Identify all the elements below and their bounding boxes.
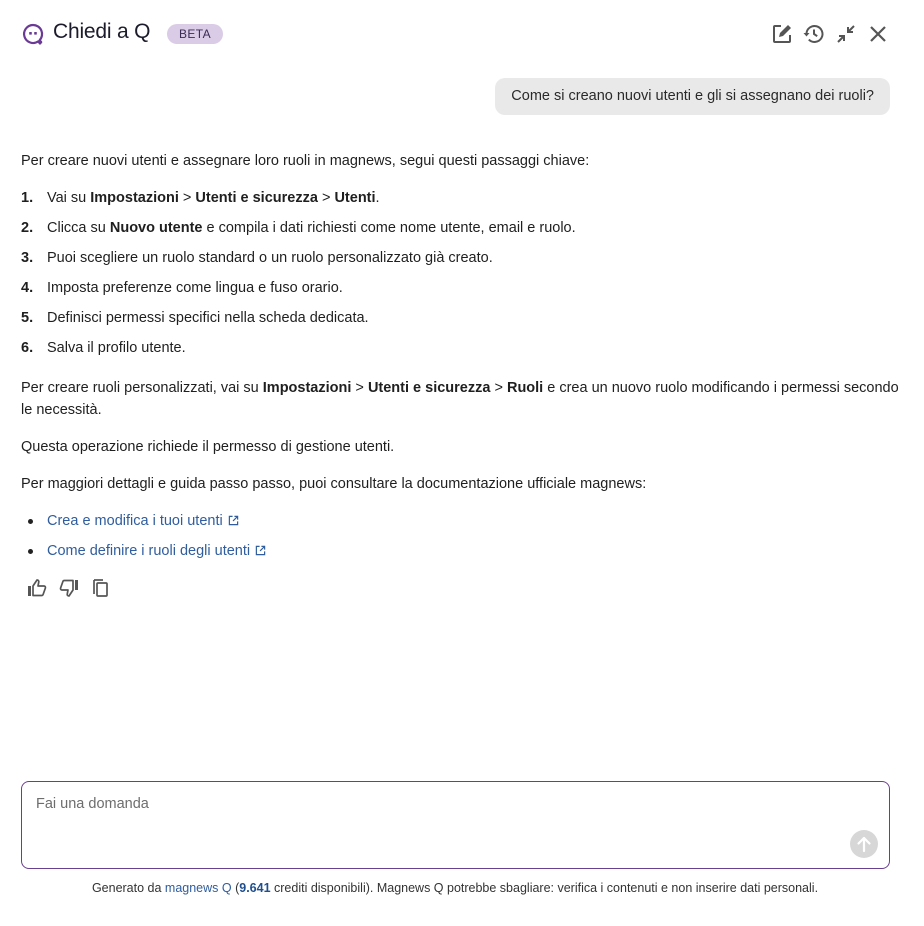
footer-suffix: crediti disponibili). Magnews Q potrebbe sbagliare: verifica i contenuti e non inserire dati personali.	[270, 881, 819, 895]
step-number: 1.	[21, 190, 34, 206]
send-button[interactable]	[850, 830, 878, 858]
bold-text: Ruoli	[506, 380, 544, 396]
bullet	[28, 519, 33, 524]
step-item	[21, 277, 901, 307]
external-link-icon	[255, 545, 266, 556]
panel-title: Chiedi a Q	[53, 20, 151, 43]
panel-header	[0, 0, 924, 68]
step-number: 3.	[21, 250, 34, 266]
text: >	[178, 190, 196, 206]
docs-link-item	[21, 540, 901, 570]
text: >	[351, 380, 368, 396]
footer-paren: (	[231, 881, 240, 895]
text: Salva il profilo utente.	[47, 340, 186, 356]
copy-icon[interactable]	[90, 577, 112, 599]
bold-text: Utenti e sicurezza	[195, 190, 318, 206]
text: >	[490, 380, 507, 396]
text: e crea un nuovo ruolo modificando i permessi secondo le necessità.	[21, 380, 899, 418]
text: >	[317, 190, 335, 206]
text: e compila i dati richiesti come nome utente, email e ruolo.	[202, 220, 576, 236]
composer	[21, 781, 890, 869]
chat-bubble-icon	[21, 22, 45, 46]
step-item	[21, 307, 901, 337]
question-input[interactable]	[36, 796, 826, 856]
text: Clicca su	[47, 220, 110, 236]
disclaimer-footer	[0, 881, 910, 895]
minimize-icon[interactable]	[834, 22, 858, 46]
permission-note: Questa operazione richiede il permesso di gestione utenti.	[21, 439, 395, 455]
brand-link[interactable]: magnews Q	[164, 881, 232, 895]
footer-prefix: Generato da	[91, 881, 165, 895]
roles-paragraph	[21, 377, 901, 421]
bullet	[28, 549, 33, 554]
bold-text: Impostazioni	[90, 190, 179, 206]
link-label[interactable]: Come definire i ruoli degli utenti	[47, 543, 251, 559]
text: Per creare ruoli personalizzati, vai su	[21, 380, 263, 396]
step-number: 5.	[21, 310, 34, 326]
step-item	[21, 247, 901, 277]
bold-text: Utenti	[334, 190, 376, 206]
answer-intro: Per creare nuovi utenti e assegnare loro ruoli in magnews, segui questi passaggi chiave:	[21, 153, 590, 169]
docs-links	[21, 510, 901, 570]
steps-list	[21, 187, 901, 367]
history-icon[interactable]	[802, 22, 826, 46]
close-icon[interactable]	[866, 22, 890, 46]
thumbs-up-icon[interactable]	[26, 577, 48, 599]
assistant-answer	[21, 150, 901, 570]
text: Puoi scegliere un ruolo standard o un ruolo personalizzato già creato.	[47, 250, 493, 266]
credits-count: 9.641	[239, 881, 271, 895]
text: Imposta preferenze come lingua e fuso orario.	[47, 280, 343, 296]
user-message: Come si creano nuovi utenti e gli si assegnano dei ruoli?	[495, 78, 890, 115]
text: .	[375, 190, 380, 206]
new-chat-icon[interactable]	[770, 22, 794, 46]
step-number: 4.	[21, 280, 34, 296]
text: Definisci permessi specifici nella scheda dedicata.	[47, 310, 369, 326]
bold-text: Nuovo utente	[109, 220, 203, 236]
step-number: 2.	[21, 220, 34, 236]
beta-badge: BETA	[167, 24, 223, 44]
bold-text: Utenti e sicurezza	[367, 380, 491, 396]
step-number: 6.	[21, 340, 34, 356]
arrow-up-icon	[850, 830, 878, 858]
step-item	[21, 187, 901, 217]
text: Vai su	[47, 190, 91, 206]
step-item	[21, 337, 901, 367]
bold-text: Impostazioni	[262, 380, 352, 396]
docs-link-roles[interactable]	[47, 543, 266, 559]
link-label[interactable]: Crea e modifica i tuoi utenti	[47, 513, 223, 529]
docs-link-users[interactable]	[47, 513, 239, 529]
step-item	[21, 217, 901, 247]
docs-link-item	[21, 510, 901, 540]
docs-intro: Per maggiori dettagli e guida passo passo, puoi consultare la documentazione ufficiale magnews:	[21, 476, 647, 492]
external-link-icon	[228, 515, 239, 526]
thumbs-down-icon[interactable]	[58, 577, 80, 599]
